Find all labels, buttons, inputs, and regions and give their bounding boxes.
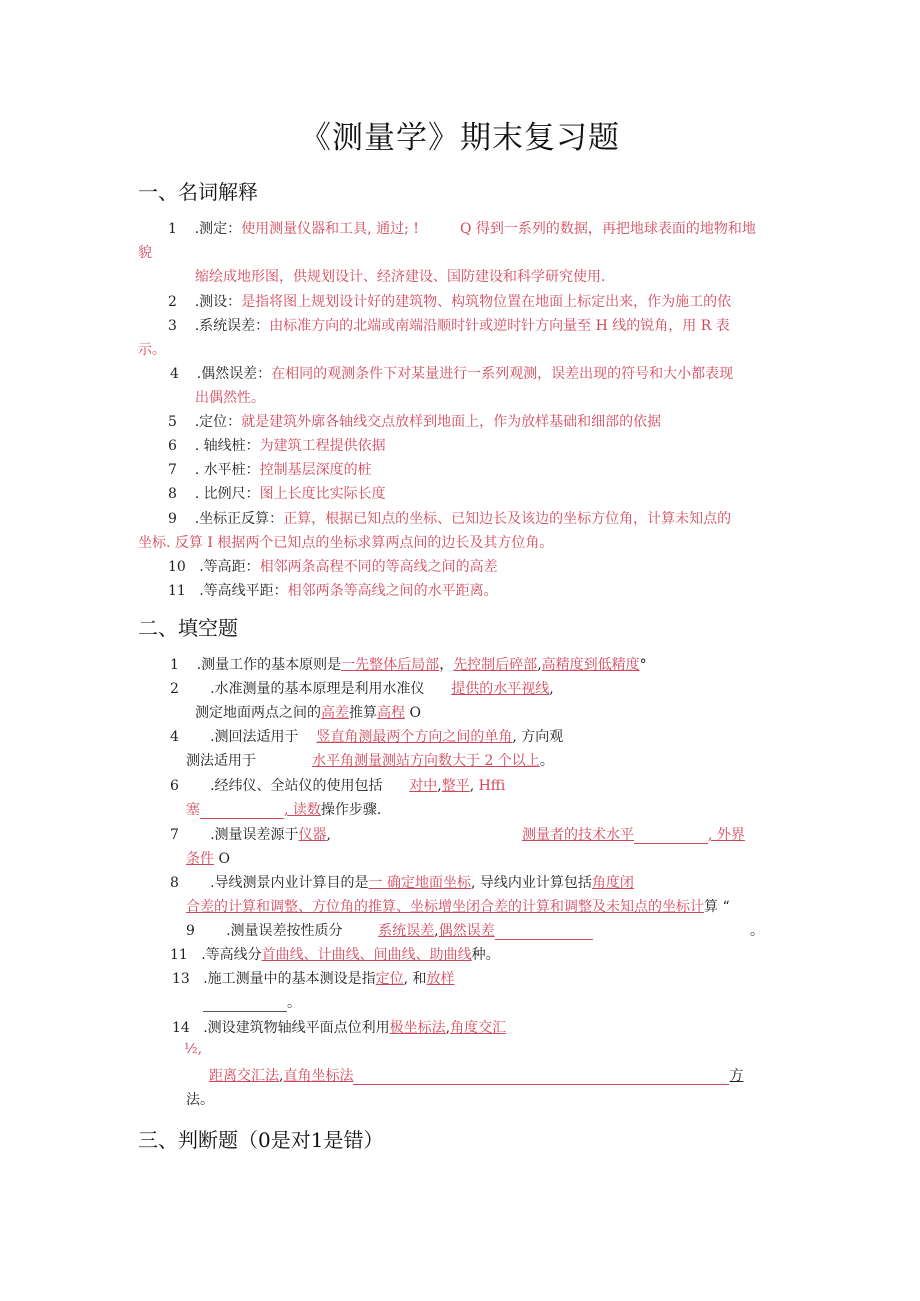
question-end: O: [218, 851, 230, 867]
answer-blank: 角度闭: [591, 875, 634, 891]
fill-question-13: [172, 968, 455, 988]
question-number: 7: [170, 827, 179, 843]
answer-blank: 仪器: [298, 827, 327, 843]
separator: ，: [439, 657, 454, 673]
question-number: 14: [172, 1020, 190, 1036]
question-number: 13: [172, 971, 190, 987]
separator: ,: [445, 1020, 451, 1036]
question-end: ,: [549, 681, 554, 697]
answer-blank: 方: [729, 1068, 744, 1084]
answer-blank: 定位: [375, 971, 404, 987]
term-number: 8: [168, 486, 177, 502]
section-heading-definitions: 一、名词解释: [138, 180, 258, 204]
answer-blank: Hffi: [478, 778, 506, 794]
separator: ,: [437, 778, 442, 794]
term-label: .测设：: [194, 294, 242, 310]
answer-blank: 高精度到低精度: [541, 657, 640, 673]
question-text: .导线测景内业计算目的是: [210, 875, 369, 891]
fill-question-11: [170, 944, 500, 964]
term-6: [168, 435, 386, 455]
answer-underline: [353, 1070, 729, 1085]
question-text: .经纬仪、全站仪的使用包括: [210, 778, 383, 794]
term-definition: 使用测量仪器和工具, 通过; !: [241, 221, 419, 237]
term-label: . 水平桩：: [194, 462, 260, 478]
term-definition-wrap: 貌: [138, 245, 152, 261]
fill-question-2: [170, 678, 554, 698]
page-title: 《测量学》期末复习题: [300, 120, 620, 156]
fill-question-1: [170, 654, 647, 674]
term-label: .等高距：: [199, 559, 260, 575]
question-end: 算 “: [704, 899, 730, 915]
term-definition: 由标准方向的北端或南端沿顺时针或逆时针方向量至 H 线的锐角，用 R 表: [269, 318, 730, 334]
question-text: .测量工作的基本原则是: [196, 657, 342, 673]
fill-question-14-line3: [209, 1065, 743, 1085]
answer-underline: [203, 997, 287, 1012]
term-definition: 控制基层深度的桩: [259, 462, 372, 478]
answer-blank: 极坐标法: [389, 1020, 446, 1036]
answer-underline: [495, 925, 593, 940]
fill-question-13-line2: [203, 992, 301, 1012]
answer-blank: 提供的水平视线: [451, 681, 550, 697]
term-label: .系统误差：: [194, 318, 270, 334]
question-end: °: [639, 657, 647, 673]
term-definition: 就是建筑外廓各轴线交点放样到地面上，作为放样基础和细部的依据: [241, 414, 662, 430]
answer-blank: 高程: [377, 705, 405, 721]
question-text: .测设建筑物轴线平面点位利用: [203, 1020, 390, 1036]
term-definition: 在相同的观测条件下对某量进行一系列观测，误差出现的符号和大小都表现: [271, 366, 734, 382]
answer-blank: 对中: [409, 778, 438, 794]
term-number: 11: [168, 583, 186, 599]
question-text: .施工测量中的基本测设是指: [203, 971, 376, 987]
fill-question-7-answer2: [522, 824, 745, 844]
fill-question-2-line2: [195, 702, 421, 722]
fill-question-9: [186, 920, 593, 940]
fill-question-8: [170, 872, 634, 892]
question-text: , 导线内业计算包括: [470, 875, 592, 891]
fill-question-7: [170, 824, 331, 844]
answer-blank: 首曲线、计曲线、间曲线、助曲线: [261, 947, 472, 963]
term-10: [168, 556, 498, 576]
answer-blank: 先控制后碎部: [453, 657, 538, 673]
question-text: 测法适用于: [186, 753, 256, 769]
question-text: .水准测量的基本原理是利用水准仪: [210, 681, 425, 697]
term-number: 1: [168, 221, 177, 237]
answer-blank: 测量者的技术水平: [522, 827, 634, 843]
fill-question-14-end: 法。: [186, 1092, 214, 1108]
term-definition: 是指将图上规划设计好的建筑物、构筑物位置在地面上标定出来，作为施工的依: [241, 294, 732, 310]
term-label: .偶然误差：: [196, 366, 272, 382]
term-definition: 相邻两条高程不同的等高线之间的高差: [259, 559, 498, 575]
answer-blank: , 外界: [708, 827, 745, 843]
fill-question-4: [170, 726, 563, 746]
fill-question-4-line2: [186, 750, 554, 770]
separator: ,: [469, 778, 479, 794]
term-label: .等高线平距：: [199, 583, 288, 599]
term-definition-cont2: 缩绘成地形图，供规划设计、经济建设、国防建设和科学研究使用.: [195, 269, 606, 285]
answer-blank: 水平角测量测站方向数大于 2 个以上: [312, 753, 540, 769]
term-definition-cont: Q 得到一系列的数据，再把地球表面的地物和地: [460, 221, 756, 237]
question-text: .测回法适用于: [210, 729, 299, 745]
separator: ,: [326, 827, 331, 843]
fill-question-14: [172, 1017, 506, 1037]
term-2: [168, 291, 731, 311]
answer-blank: , 读数: [284, 802, 321, 818]
answer-blank: 系统误差: [378, 923, 435, 939]
term-definition: 为建筑工程提供依据: [259, 438, 386, 454]
term-definition: 相邻两条等高线之间的水平距离。: [287, 583, 498, 599]
question-number: 6: [170, 778, 179, 794]
answer-underline: [634, 829, 708, 844]
term-number: 5: [168, 414, 177, 430]
question-text: 推算: [349, 705, 377, 721]
answer-blank: 距离交汇法: [209, 1068, 279, 1084]
question-text: .等高线分: [201, 947, 262, 963]
question-end: 。: [539, 753, 554, 769]
question-number: 1: [170, 657, 179, 673]
answer-blank: 直角坐标法: [283, 1068, 354, 1084]
answer-blank: 放样: [426, 971, 455, 987]
question-end: 种。: [471, 947, 500, 963]
answer-blank: 一 确定地面坐标: [368, 875, 471, 891]
term-label: .坐标正反算：: [194, 511, 284, 527]
fill-question-7-line2: [186, 848, 230, 868]
term-definition-wrap: 坐标. 反算 I 根据两个已知点的坐标求算两点间的边长及其方位角。: [138, 535, 554, 551]
section-heading-fill-in: 二、填空题: [138, 616, 238, 640]
fill-question-14-line2: ½,: [184, 1041, 203, 1057]
fill-question-9-end: 。: [750, 923, 764, 939]
answer-blank: 条件: [186, 851, 214, 867]
fill-question-6: [170, 775, 505, 795]
term-definition: 正算，根据已知点的坐标、已知边长及该边的坐标方位角，计算未知点的: [283, 511, 732, 527]
term-3: [168, 315, 730, 335]
answer-blank: 塞: [186, 802, 200, 818]
term-number: 3: [168, 318, 177, 334]
section-heading-true-false: 三、判断题（0是对1是错）: [138, 1128, 384, 1152]
separator: ,: [279, 1068, 284, 1084]
answer-underline: [200, 804, 284, 819]
question-end: O: [409, 705, 421, 721]
term-7: [168, 459, 372, 479]
question-end: 。: [287, 995, 301, 1011]
fill-question-6-line2: [186, 799, 381, 819]
term-1: [168, 218, 419, 238]
term-number: 4: [170, 366, 179, 382]
term-number: 6: [168, 438, 177, 454]
term-label: . 比例尺：: [194, 486, 260, 502]
question-number: 8: [170, 875, 179, 891]
term-number: 10: [168, 559, 186, 575]
term-5: [168, 411, 661, 431]
question-number: 9: [186, 923, 195, 939]
term-number: 7: [168, 462, 177, 478]
question-number: 2: [170, 681, 179, 697]
answer-blank: 偶然误差: [438, 923, 495, 939]
answer-blank: 一先整体后局部: [341, 657, 440, 673]
question-text: .测量误差源于: [210, 827, 299, 843]
term-definition-cont: 出偶然性。: [195, 390, 265, 406]
term-label: .测定：: [194, 221, 242, 237]
fill-question-8-line2: [186, 896, 730, 916]
separator: ,: [537, 657, 542, 673]
term-definition: 图上长度比实际长度: [259, 486, 386, 502]
term-label: . 轴线桩：: [194, 438, 260, 454]
separator: , 和: [403, 971, 427, 987]
term-9: [168, 508, 731, 528]
question-end: 操作步骤.: [320, 802, 382, 818]
term-number: 2: [168, 294, 177, 310]
answer-blank: 合差的计算和调整、方位角的推算、坐标增坐闭合差的计算和调整及未知点的坐标计: [186, 899, 704, 915]
answer-blank: 高差: [321, 705, 349, 721]
term-8: [168, 483, 386, 503]
term-11: [168, 580, 498, 600]
question-text: .测量误差按性质分: [226, 923, 343, 939]
question-number: 11: [170, 947, 188, 963]
question-end: , 方向观: [512, 729, 564, 745]
term-number: 9: [168, 511, 177, 527]
answer-blank: 竖直角测最两个方向之间的单角: [316, 729, 513, 745]
question-text: 测定地面两点之间的: [195, 705, 321, 721]
separator: ,: [434, 923, 439, 939]
question-number: 4: [170, 729, 179, 745]
answer-blank: 角度交汇: [450, 1020, 507, 1036]
term-4: [170, 363, 733, 383]
term-definition-wrap: 示。: [138, 342, 166, 358]
term-label: .定位：: [194, 414, 242, 430]
answer-blank: 整平: [441, 778, 470, 794]
